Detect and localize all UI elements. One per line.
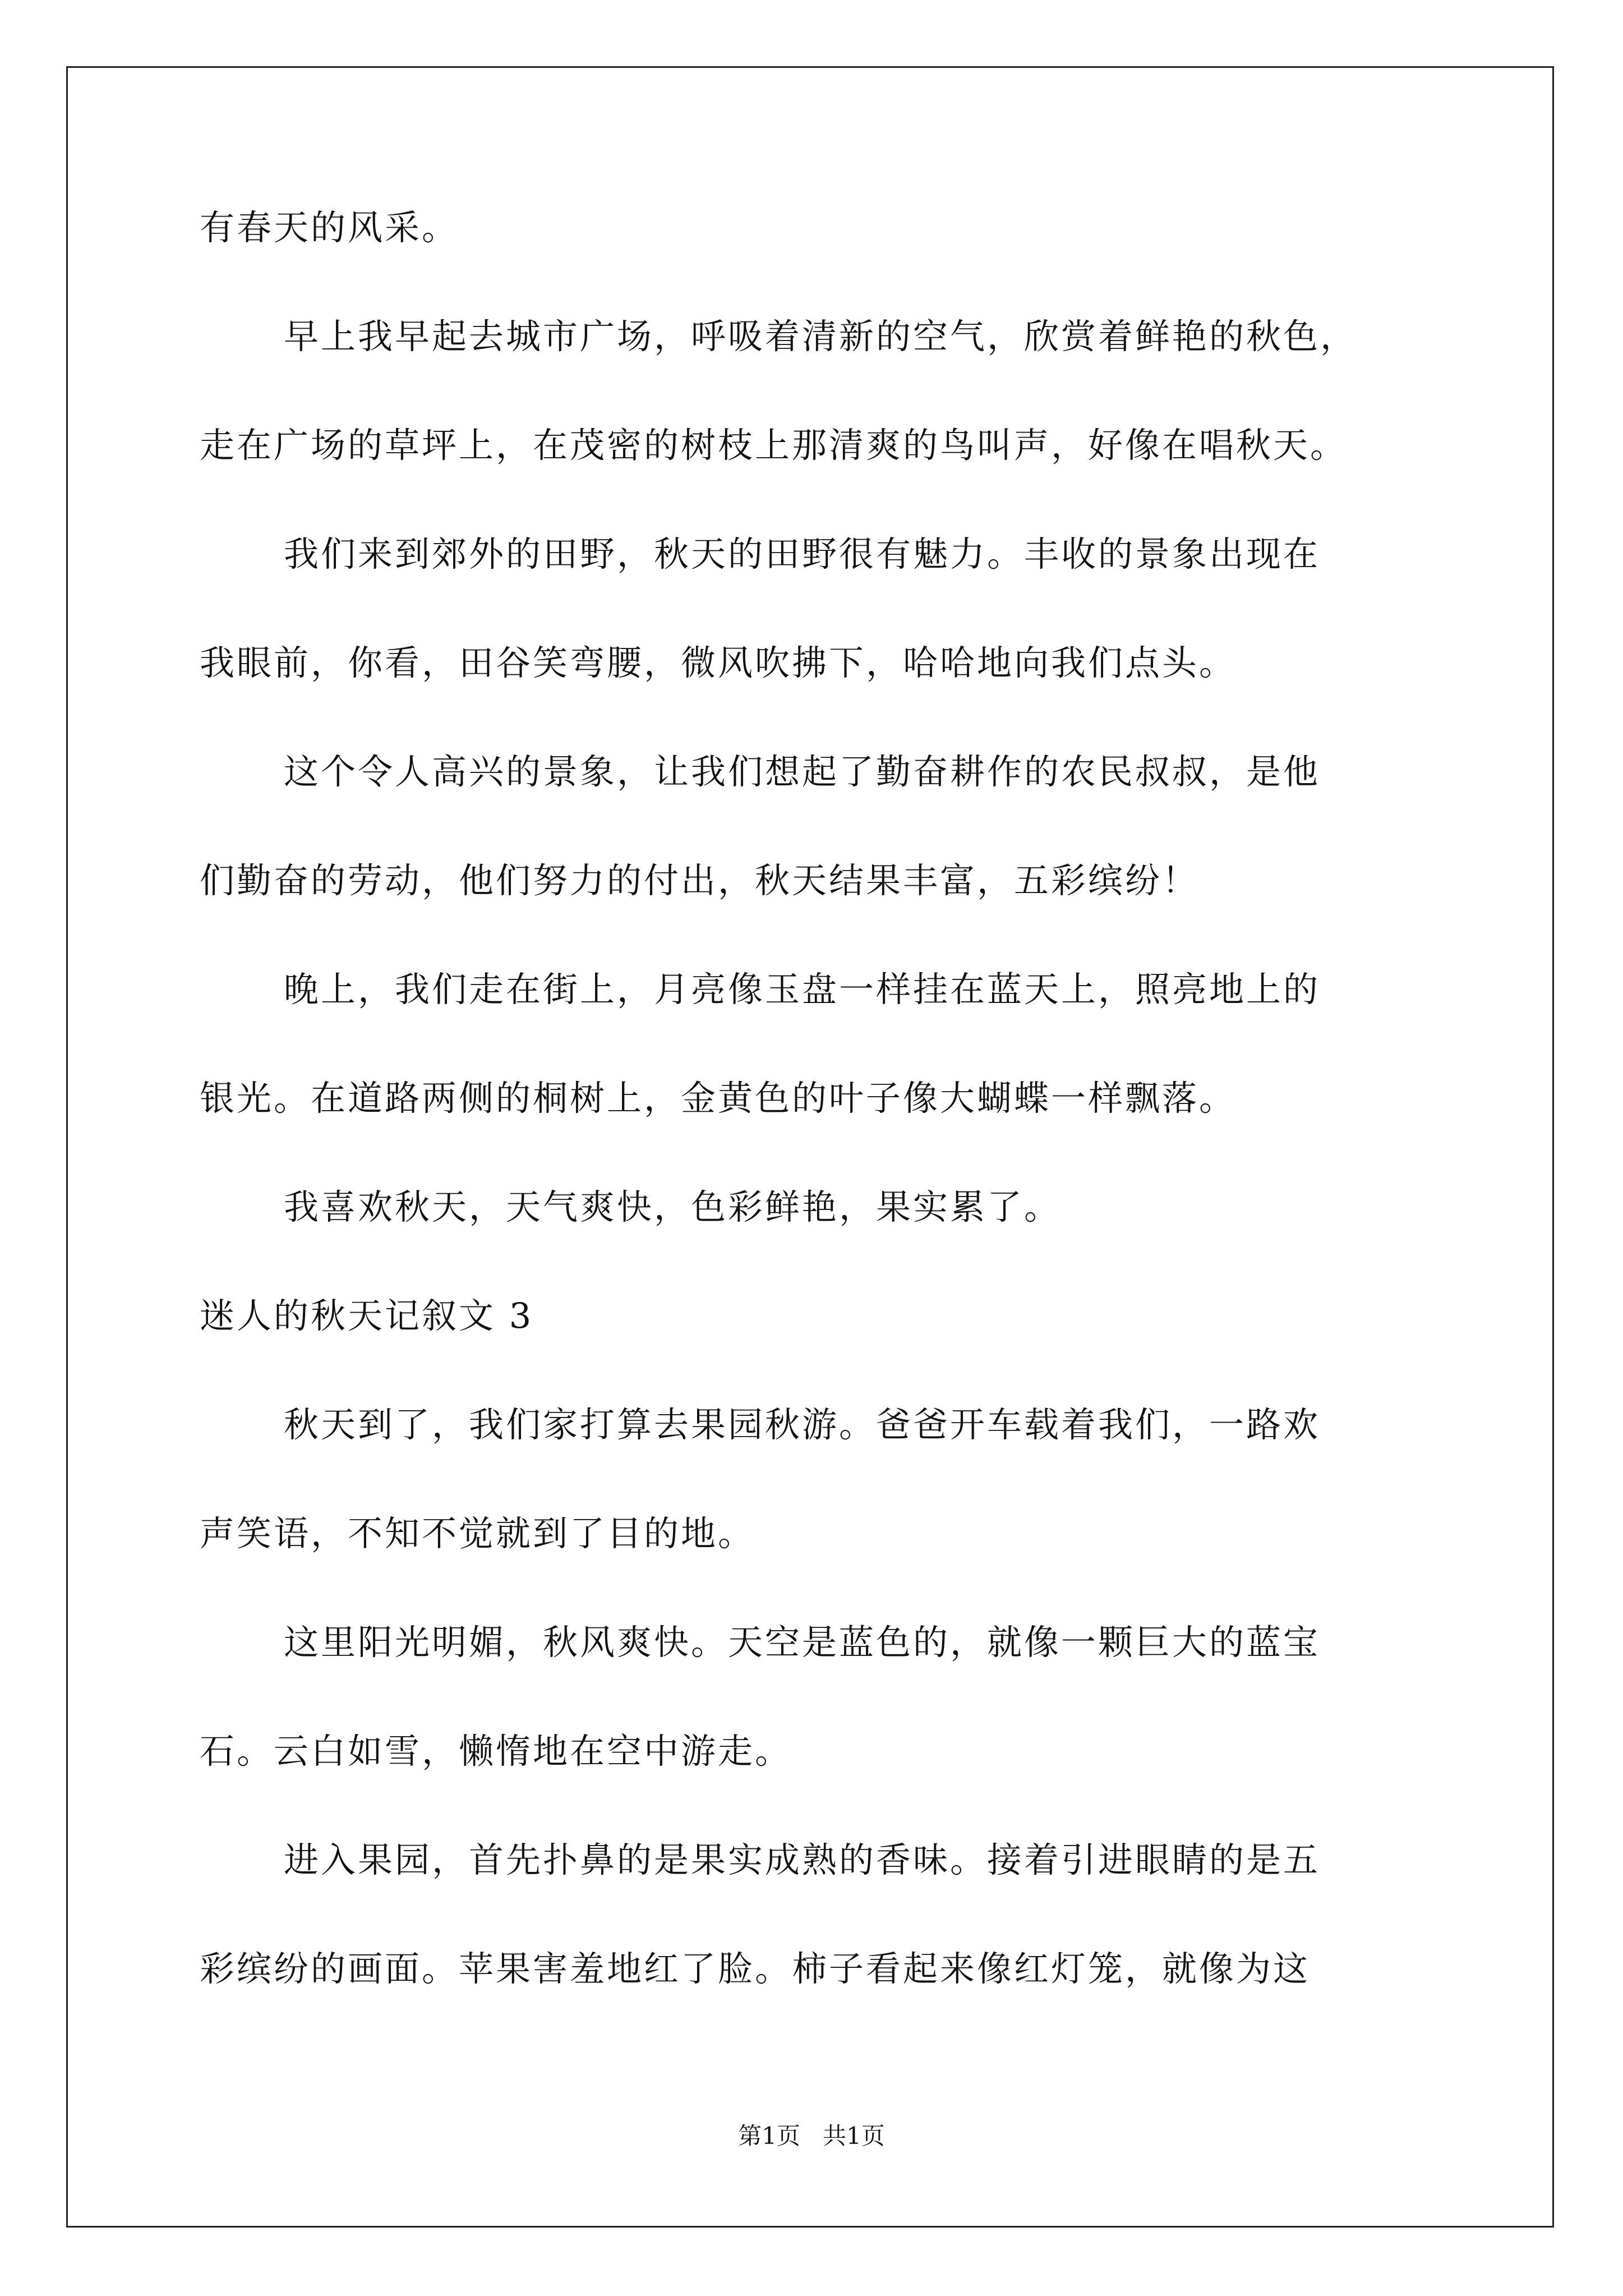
text-line-3: 走在广场的草坪上，在茂密的树枝上那清爽的鸟叫声，好像在唱秋天。 <box>200 425 1348 466</box>
text-line-13: 声笑语，不知不觉就到了目的地。 <box>200 1513 755 1554</box>
text-line-9: 银光。在道路两侧的桐树上，金黄色的叶子像大蝴蝶一样飘落。 <box>200 1078 1237 1119</box>
text-line-1: 有春天的风采。 <box>200 207 459 248</box>
text-line-14: 这里阳光明媚，秋风爽快。天空是蓝色的，就像一颗巨大的蓝宝 <box>284 1622 1321 1663</box>
text-line-6: 这个令人高兴的景象，让我们想起了勤奋耕作的农民叔叔，是他 <box>284 751 1321 792</box>
page-indicator: 第1页 共1页 <box>738 2122 885 2150</box>
text-line-17: 彩缤纷的画面。苹果害羞地红了脸。柿子看起来像红灯笼，就像为这 <box>200 1948 1311 1989</box>
text-line-16: 进入果园，首先扑鼻的是果实成熟的香味。接着引进眼睛的是五 <box>284 1839 1321 1880</box>
text-line-2: 早上我早起去城市广场，呼吸着清新的空气，欣赏着鲜艳的秋色， <box>284 316 1358 357</box>
page-border <box>66 66 1554 2228</box>
text-line-5: 我眼前，你看，田谷笑弯腰，微风吹拂下，哈哈地向我们点头。 <box>200 642 1237 683</box>
section-heading: 迷人的秋天记叙文 3 <box>200 1295 534 1336</box>
text-line-7: 们勤奋的劳动，他们努力的付出，秋天结果丰富，五彩缤纷！ <box>200 860 1200 901</box>
text-line-12: 秋天到了，我们家打算去果园秋游。爸爸开车载着我们，一路欢 <box>284 1404 1321 1445</box>
text-line-4: 我们来到郊外的田野，秋天的田野很有魅力。丰收的景象出现在 <box>284 533 1321 574</box>
text-line-10: 我喜欢秋天，天气爽快，色彩鲜艳，果实累了。 <box>284 1186 1062 1227</box>
text-line-15: 石。云白如雪，懒惰地在空中游走。 <box>200 1731 792 1772</box>
text-line-8: 晚上，我们走在街上，月亮像玉盘一样挂在蓝天上，照亮地上的 <box>284 969 1321 1010</box>
